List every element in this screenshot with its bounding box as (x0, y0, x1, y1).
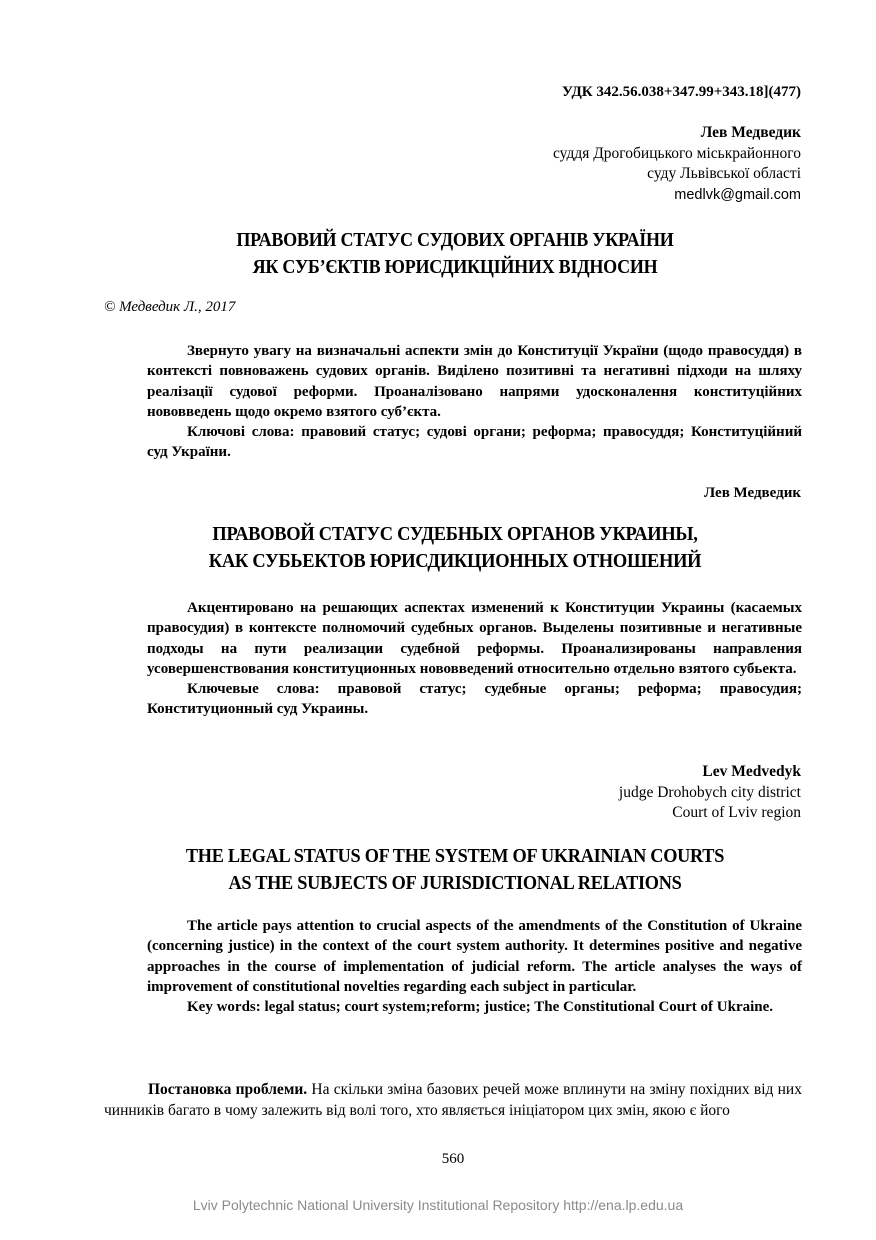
english-title (130, 843, 780, 897)
english-title-line2: AS THE SUBJECTS OF JURISDICTIONAL RELATIONS (228, 872, 682, 894)
russian-author-name: Лев Медведик (703, 485, 801, 501)
ukrainian-title-line2: ЯК СУБ’ЄКТІВ ЮРИСДИКЦІЙНИХ ВІДНОСИН (252, 256, 658, 278)
english-author-block (619, 762, 801, 824)
russian-abstract: Акцентировано на решающих аспектах изменений к Конституции Украины (касаемых правосудия) в контексте полномочий судебных органов. Выделены позитивные и негативные подходы на пути реализации судебной реформы. Проанализированы направления усовершенствования конституционных нововведений относительно отдельно взятого субьекта. (147, 600, 802, 677)
ukrainian-affiliation-line2: суду Львівської області (647, 165, 801, 182)
introduction-text: На скільки зміна базових речей може вплинути на зміну похідних від них чинників багато в чому залежить від волі того, хто являється ініціатором цих змін, якою є його (104, 1081, 802, 1119)
english-affiliation-line2: Court of Lviv region (672, 804, 801, 821)
russian-abstract-block (147, 598, 802, 720)
udk-code: УДК 342.56.038+347.99+343.18](477) (561, 84, 801, 100)
page-number: 560 (441, 1151, 465, 1167)
ukrainian-abstract-block (147, 341, 802, 463)
english-title-line1: THE LEGAL STATUS OF THE SYSTEM OF UKRAINIAN COURTS (185, 845, 725, 867)
english-abstract-block (147, 916, 802, 1017)
introduction-section (104, 1079, 802, 1121)
russian-title-line2: КАК СУБЬЕКТОВ ЮРИСДИКЦИОННЫХ ОТНОШЕНИЙ (208, 550, 702, 572)
russian-title-line1: ПРАВОВОЙ СТАТУС СУДЕБНЫХ ОРГАНОВ УКРАИНЫ, (212, 523, 698, 545)
ukrainian-title-line1: ПРАВОВИЙ СТАТУС СУДОВИХ ОРГАНІВ УКРАЇНИ (236, 229, 674, 251)
author-email[interactable]: medlvk@gmail.com (674, 186, 801, 203)
english-abstract: The article pays attention to crucial aspects of the amendments of the Constitution of Ukraine (concerning justice) in the context of the court system authority. It determines positive and negative approaches in the course of implementation of judicial reform. The article analyses the ways of improvement of constitutional novelties regarding each subject in particular. (147, 918, 802, 995)
ukrainian-author-block (553, 123, 801, 205)
repository-footer[interactable]: Lviv Polytechnic National University Institutional Repository http://ena.lp.edu.ua (192, 1197, 684, 1213)
introduction-paragraph (104, 1079, 802, 1121)
english-keywords: Key words: legal status; court system;reform; justice; The Constitutional Court of Ukraine. (187, 999, 774, 1016)
ukrainian-title (134, 227, 776, 281)
ukrainian-affiliation-line1: суддя Дрогобицького міськрайонного (553, 144, 801, 162)
ukrainian-keywords: Ключові слова: правовий статус; судові органи; реформа; правосуддя; Конституційний суд України. (147, 424, 802, 461)
ukrainian-author-name: Лев Медведик (700, 124, 801, 141)
russian-keywords: Ключевые слова: правовой статус; судебные органы; реформа; правосудия; Конституционный суд Украины. (147, 681, 802, 718)
introduction-heading: Постановка проблеми. (148, 1081, 308, 1098)
english-author-name: Lev Medvedyk (702, 763, 801, 780)
russian-title (127, 521, 784, 575)
english-affiliation-line1: judge Drohobych city district (618, 783, 801, 801)
ukrainian-abstract: Звернуто увагу на визначальні аспекти змін до Конституції України (щодо правосуддя) в контексті повноважень судових органів. Виділено позитивні та негативні підходи на шляху реалізації судової реформи. Проаналізовано напрями удосконалення конституційних нововведень щодо окремо взятого суб’єкта. (147, 343, 802, 420)
copyright-notice: © Медведик Л., 2017 (104, 299, 236, 315)
